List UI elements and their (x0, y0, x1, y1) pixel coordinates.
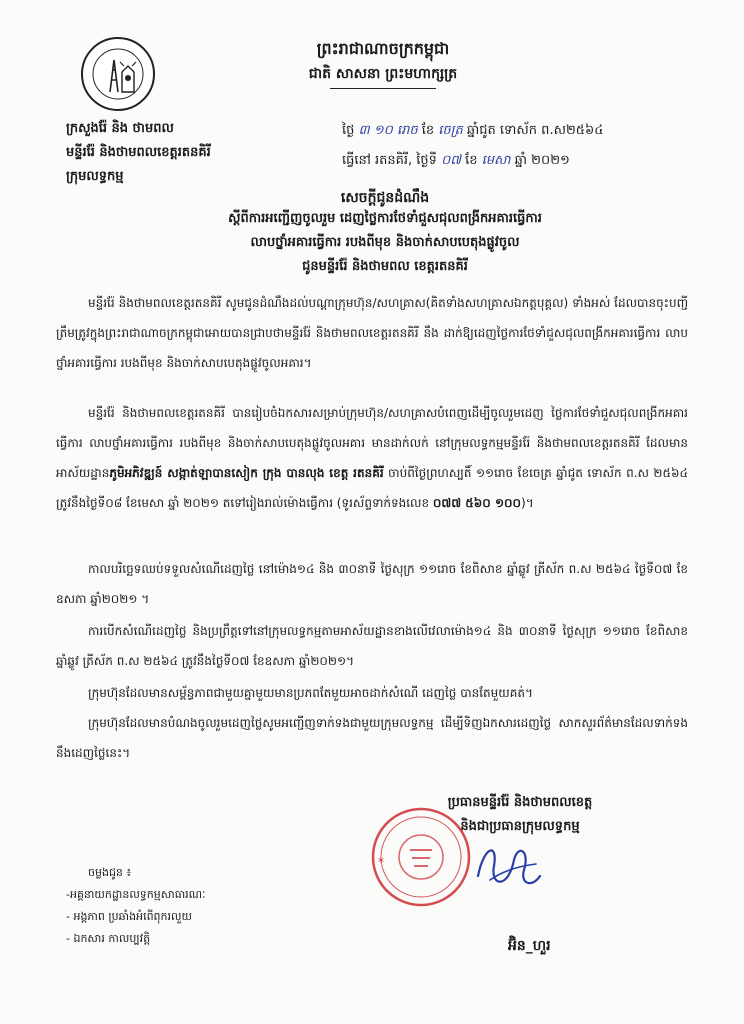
notice-title: សេចក្តីជូនដំណឹង (340, 190, 430, 206)
paragraph-documents-end: ចាប់ពីថ្ងៃព្រហស្បតិ៍ ១១រោច ខែចេត្រ ឆ្នាំជូត ទោស័ក ព.ស ២៥៦៤ ត្រូវនឹងថ្ងៃទី០៨ ខែមេសា ឆ្នាំ ២០២១ តទៅរៀងរាល់ម៉ោងធ្វើការ (ទូរស័ព្ទទាក់ទងលេខ (56, 466, 689, 510)
lunar-day-handwritten: ៣ ១០ រោច (358, 123, 418, 138)
notice-subject-line-3: ជូនមន្ទីររ៉ែ និងថាមពល ខេត្តរតនគិរី (302, 259, 468, 274)
kingdom-heading: ព្រះរាជាណាចក្រកម្ពុជា (316, 39, 450, 58)
lunar-month-label: ខែ (421, 123, 435, 138)
paragraph-contact (56, 708, 688, 768)
cc-heading: ចម្លងជូន ៖ (88, 866, 132, 879)
signatory-title-2: និងជាប្រធានក្រុមលទ្ធកម្ម (460, 819, 580, 834)
motto-divider (330, 88, 436, 89)
national-motto: ជាតិ សាសនា ព្រះមហាក្សត្រ (308, 66, 458, 82)
solar-date-line (342, 152, 702, 171)
signature-scribble (470, 836, 544, 898)
paragraph-opening (56, 616, 688, 676)
cc-item: -អគ្គនាយកដ្ឋានលទ្ធកម្មសាធារណៈ (66, 888, 206, 901)
signer-name: អ៊ិន_ហួរ (508, 938, 551, 954)
paragraph-opening-text: ការបើកសំណើដេញថ្លៃ និងប្រព្រឹត្តទៅនៅក្រុមលទ្ធកម្មតាមអាស័យដ្ឋានខាងលើវេលាម៉ោង១៤ និង ៣០នាទី ថ្ងៃសុក្រ ១១រោច ខែពិសាខ ឆ្នាំឆ្លូវ ត្រីស័ក ព.ស ២៥៦៤ ត្រូវនឹងថ្ងៃទី០៧ ខែឧសភា ឆ្នាំ២០២១។ (56, 624, 688, 668)
paragraph-documents-close: )។ (521, 496, 534, 510)
issuer-ministry: ក្រសួងរ៉ែ និង ថាមពល (66, 121, 174, 136)
paragraph-contact-text: ក្រុមហ៊ុនដែលមានបំណងចូលរួមដេញថ្លៃសូមអញ្ជើញទាក់ទងជាមួយក្រុមលទ្ធកម្ម ដើម្បីទិញឯកសារដេញថ្លៃ សាកសួរព័ត៌មានដែលទាក់ទង នឹងដេញថ្លៃនេះ។ (56, 716, 688, 760)
ministry-logo (80, 36, 156, 112)
issuer-department: មន្ទីររ៉ែ និងថាមពលខេត្តរតនគិរី (66, 145, 211, 160)
paragraph-announcement-text: មន្ទីររ៉ែ និងថាមពលខេត្តរតនគិរី សូមជូនដំណឹងដល់បណ្តាក្រុមហ៊ុន/សហគ្រាស(គិតទាំងសហគ្រាសឯកត្តបុគ្គល) ទាំងអស់ ដែលបានចុះបញ្ជីត្រឹមត្រូវក្នុងព្រះរាជាណាចក្រកម្ពុជាអោយបានជ្រាបថាមន្ទីររ៉ែ និងថាមពលខេត្តរតនគិរី នឹង ដាក់ឱ្យដេញថ្លៃការថែទាំជួសជុលពង្រីកអគារធ្វើការ លាបថ្នាំអគារធ្វើការ របងពីមុខ និងចាក់សាបបេតុងផ្លូវចូលអគារ។ (56, 296, 688, 370)
solar-day-handwritten: ០៧ (441, 153, 461, 168)
cc-item: - អង្គភាព ប្រឆាំងអំពើពុករលួយ (66, 910, 192, 923)
lunar-date-prefix: ថ្ងៃ (342, 123, 355, 138)
paragraph-deadline (56, 554, 688, 614)
official-stamp (370, 806, 472, 908)
paragraph-documents-start: មន្ទីររ៉ែ និងថាមពលខេត្តរតនគិរី បានរៀបចំឯកសារសម្រាប់ក្រុមហ៊ុន/សហគ្រាសបំពេញដើម្បីចូលរួមដេញ ថ្លៃការថែទាំជួសជុលពង្រីកអគារធ្វើការ លាបថ្នាំអគារធ្វើការ របងពីមុខ និងចាក់សាបបេតុងផ្លូវចូលអគារ មានដាក់លក់ នៅក្រុមលទ្ធកម្មមន្ទីររ៉ែ និងថាមពលខេត្តរតនគិរី ដែលមានអាស័យដ្ឋាន (56, 406, 688, 480)
notice-subject-line-1: ស្តីពីការអញ្ជើញចូលរួម ដេញថ្លៃការថែទាំជួសជុលពង្រីកអគារធ្វើការ (228, 211, 542, 226)
lunar-month-handwritten: ចេត្រ (438, 123, 463, 138)
issuer-committee: ក្រុមលទ្ធកម្ម (66, 169, 124, 184)
paragraph-documents (56, 398, 688, 518)
paragraph-deadline-text: កាលបរិច្ឆេទឈប់ទទួលសំណើដេញថ្លៃ នៅម៉ោង១៤ និង ៣០នាទី ថ្ងៃសុក្រ ១១រោច ខែពិសាខ ឆ្នាំឆ្លូវ ត្រីស័ក ព.ស ២៥៦៤ ថ្ងៃទី០៧ ខែឧសភា ឆ្នាំ២០២១ ។ (56, 562, 688, 606)
lunar-date-line (342, 122, 702, 141)
solar-month-label: ខែ (465, 153, 478, 168)
signatory-title-1: ប្រធានមន្ទីររ៉ែ និងថាមពលខេត្ត (447, 795, 593, 810)
paragraph-single-bid-text: ក្រុមហ៊ុនដែលមានសម្ព័ន្ធភាពជាមួយគ្នាមួយមានប្រភពតែមួយអាចដាក់សំណើ ដេញថ្លៃ បានតែមួយគត់។ (88, 686, 533, 700)
address-text: ភូមិអភិវឌ្ឍន៍ សង្កាត់ឡាបានសៀក ក្រុង បានលុង ខេត្ត រតនគិរី (109, 466, 384, 480)
lunar-year: ឆ្នាំជូត ទោស័ក ព.ស២៥៦៤ (466, 123, 604, 138)
cc-item: - ឯកសារ កាលប្បវត្តិ (66, 932, 151, 945)
notice-subject-line-2: លាបថ្នាំអគារធ្វើការ របងពីមុខ និងចាក់សាបបេតុងផ្លូវចូល (250, 235, 520, 250)
solar-date-prefix: ធ្វើនៅ រតនគិរី, ថ្ងៃទី (342, 153, 437, 168)
phone-number: ០៧៧ ៥៦០ ១០០ (432, 496, 522, 510)
svg-text:*: * (378, 855, 384, 869)
paragraph-announcement (56, 288, 688, 378)
solar-year: ឆ្នាំ ២០២១ (514, 153, 570, 168)
solar-month-handwritten: មេសា (481, 153, 511, 168)
paragraph-single-bid (56, 678, 688, 708)
